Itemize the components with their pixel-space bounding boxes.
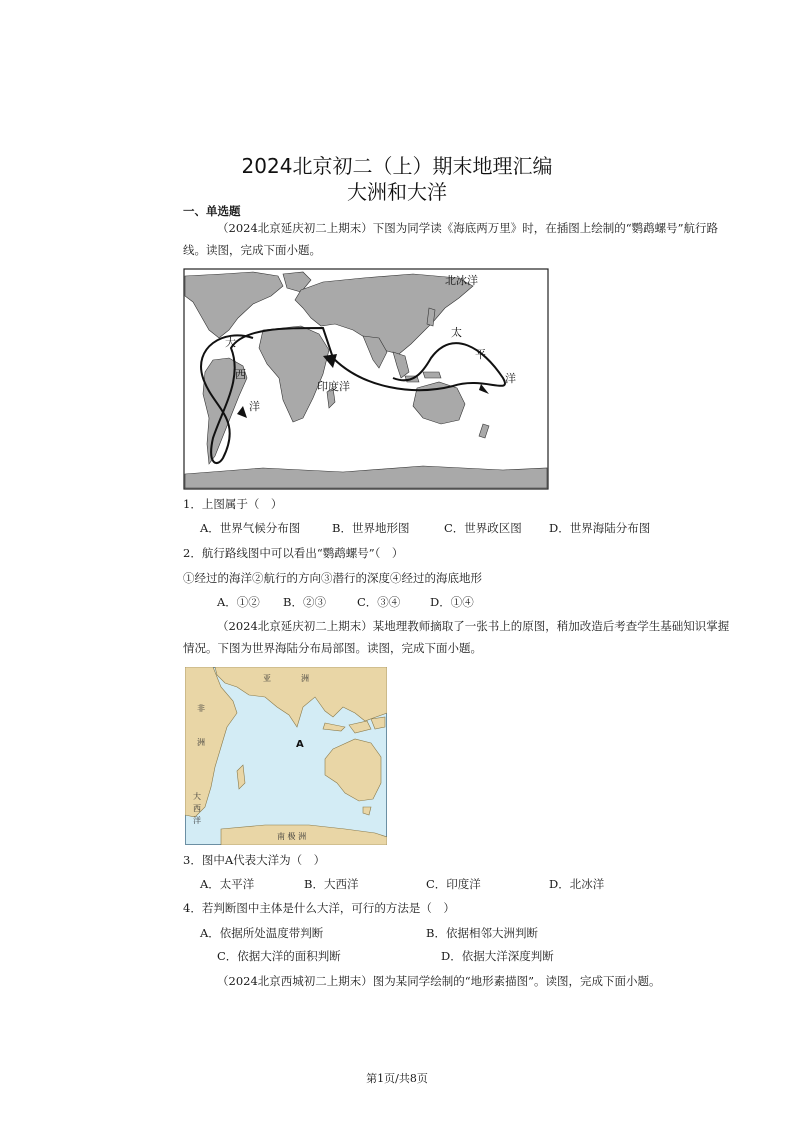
intro3-line1: （2024北京西城初二上期末）图为某同学绘制的“地形素描图”。读图，完成下面小题。 <box>217 974 661 988</box>
label-map2-atlantic-1: 大 <box>193 792 201 801</box>
q3-option-c[interactable]: C．印度洋 <box>426 877 481 891</box>
q1-stem: 1．上图属于（ ） <box>183 497 283 511</box>
label-atlantic-3: 洋 <box>249 400 260 413</box>
label-asia-1: 亚 <box>263 674 271 683</box>
label-map2-atlantic-3: 洋 <box>193 816 201 825</box>
q2-option-c[interactable]: C．③④ <box>357 595 401 609</box>
label-arctic-ocean: 北冰洋 <box>445 274 478 287</box>
label-map2-atlantic-2: 西 <box>193 804 201 813</box>
intro1-line1: （2024北京延庆初二上期末）下图为同学读《海底两万里》时，在插图上绘制的“鹦鹉螺号”航行路 <box>217 221 719 235</box>
intro1-line2: 线。读图，完成下面小题。 <box>183 243 321 257</box>
q3-option-d[interactable]: D．北冰洋 <box>549 877 605 891</box>
q1-option-a[interactable]: A．世界气候分布图 <box>200 521 301 535</box>
q1-option-d[interactable]: D．世界海陆分布图 <box>549 521 651 535</box>
indian-ocean-map <box>185 667 387 845</box>
indian-ocean-map-svg <box>185 667 387 845</box>
label-pacific-3: 洋 <box>505 372 516 385</box>
label-pacific-1: 太 <box>451 326 462 339</box>
label-antarctica: 南 极 洲 <box>277 832 307 841</box>
label-atlantic-1: 大 <box>225 336 236 349</box>
q1-option-c[interactable]: C．世界政区图 <box>444 521 522 535</box>
q4-stem: 4．若判断图中主体是什么大洋，可行的方法是（ ） <box>183 901 455 915</box>
q2-stem: 2．航行路线图中可以看出“鹦鹉螺号”（ ） <box>183 546 404 560</box>
q2-option-a[interactable]: A．①② <box>217 595 260 609</box>
label-pacific-2: 平 <box>475 348 486 361</box>
q2-statements: ①经过的海洋②航行的方向③潜行的深度④经过的海底地形 <box>183 571 482 585</box>
q4-option-a[interactable]: A．依据所处温度带判断 <box>200 926 324 940</box>
q3-option-a[interactable]: A．太平洋 <box>200 877 255 891</box>
q4-option-c[interactable]: C．依据大洋的面积判断 <box>217 949 341 963</box>
page-number: 第1页/共8页 <box>366 1072 428 1085</box>
q4-option-d[interactable]: D．依据大洋深度判断 <box>441 949 554 963</box>
intro2-line2: 情况。下图为世界海陆分布局部图。读图，完成下面小题。 <box>183 641 482 655</box>
document-subtitle: 大洲和大洋 <box>347 180 447 204</box>
label-africa-1: 非 <box>197 704 205 713</box>
label-indian-ocean: 印度洋 <box>317 380 350 393</box>
label-atlantic-2: 西 <box>235 368 246 381</box>
section-heading: 一、单选题 <box>183 204 241 218</box>
world-route-map-svg <box>183 268 549 490</box>
q2-option-b[interactable]: B．②③ <box>283 595 326 609</box>
label-africa-2: 洲 <box>197 738 205 747</box>
q1-option-b[interactable]: B．世界地形图 <box>332 521 410 535</box>
label-a-marker: A <box>296 739 304 750</box>
q3-stem: 3．图中A代表大洋为（ ） <box>183 853 326 867</box>
document-title: 2024北京初二（上）期末地理汇编 <box>241 154 553 178</box>
intro2-line1: （2024北京延庆初二上期末）某地理教师摘取了一张书上的原图，稍加改造后考查学生基础知识掌握 <box>217 619 730 633</box>
world-route-map <box>183 268 549 490</box>
q2-option-d[interactable]: D．①④ <box>430 595 474 609</box>
label-asia-2: 洲 <box>301 674 309 683</box>
q4-option-b[interactable]: B．依据相邻大洲判断 <box>426 926 538 940</box>
q3-option-b[interactable]: B．大西洋 <box>304 877 359 891</box>
